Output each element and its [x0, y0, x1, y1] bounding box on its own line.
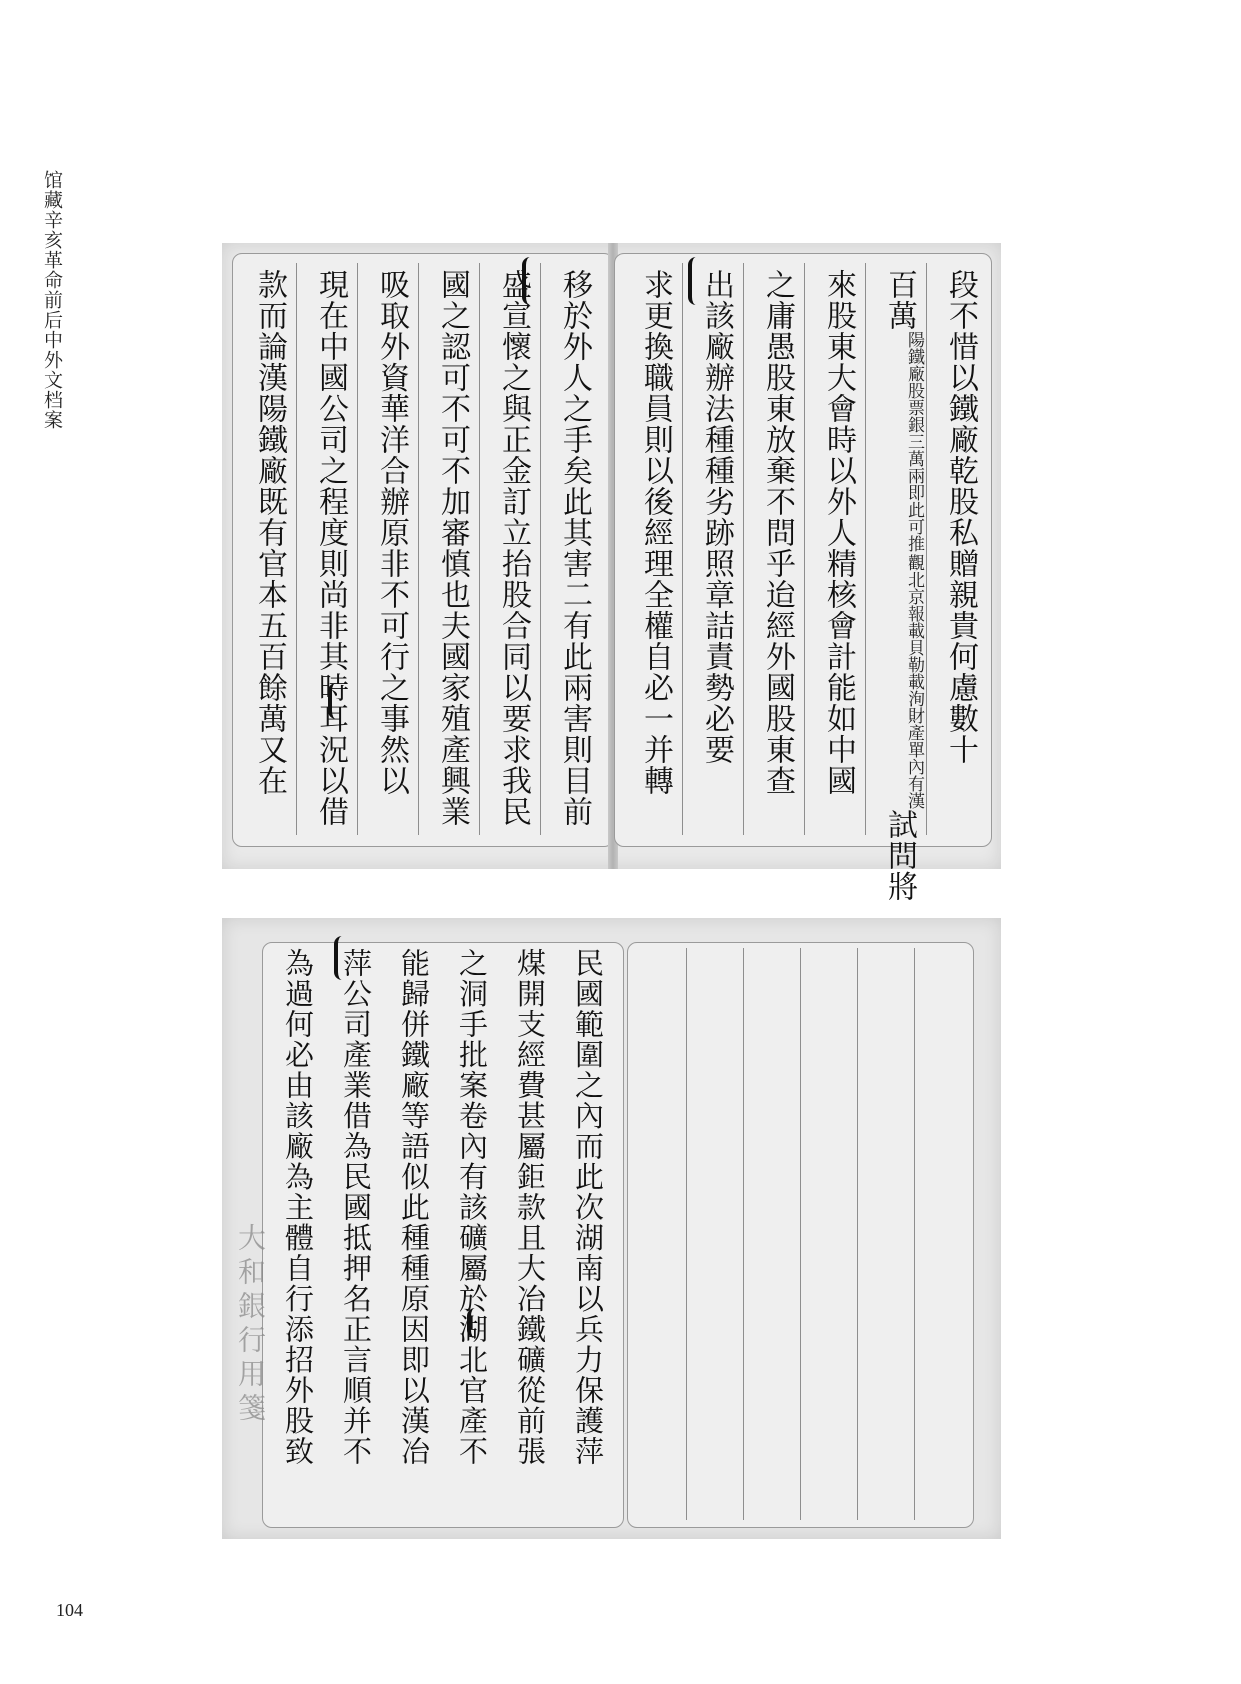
- ink-bracket-mark: [522, 257, 536, 305]
- text-column: 萍公司產業借為民國抵押名正言順并不: [339, 948, 373, 1467]
- text-column: 為過何必由該廠為主體自行添招外股致: [281, 948, 315, 1467]
- ink-bracket-mark: [688, 257, 702, 305]
- column-main-text: 百萬: [882, 269, 917, 331]
- column-rule: [865, 263, 866, 835]
- column-rule: [743, 263, 744, 835]
- column-main-text: 試問將: [882, 809, 917, 902]
- column-rule: [686, 948, 687, 1520]
- text-column: 能歸併鐵廠等語似此種種原因即以漢冶: [397, 948, 431, 1467]
- ink-bracket-mark: [467, 1308, 481, 1338]
- ink-bracket-mark: [328, 683, 342, 719]
- column-rule: [800, 948, 801, 1520]
- column-rule: [804, 263, 805, 835]
- text-column: 移於外人之手矣此其害二有此兩害則目前: [557, 269, 592, 827]
- text-column: 之庸愚股東放棄不問乎迨經外國股東查: [760, 269, 795, 796]
- column-rule: [296, 263, 297, 835]
- inline-annotation: [903, 331, 925, 809]
- text-column: 民國範圍之內而此次湖南以兵力保護萍: [571, 948, 605, 1467]
- text-column: 國之認可不可不加審慎也夫國家殖產興業: [435, 269, 470, 827]
- text-column: 煤開支經費甚屬鉅款且大冶鐵礦從前張: [513, 948, 547, 1467]
- annotation-line: 陽鐵廠股票銀三萬兩即此可推: [904, 331, 924, 552]
- column-rule: [926, 263, 927, 835]
- letterhead-stamp: 大和銀行用箋: [234, 1223, 267, 1427]
- page-number: 104: [56, 1600, 83, 1620]
- annotation-line: 觀北京報載貝勒載洵財產單內有漢: [904, 554, 924, 809]
- text-column: 來股東大會時以外人精核會計能如中國: [821, 269, 856, 796]
- text-column: 求更換職員則以後經理全權自必一并轉: [638, 269, 673, 796]
- column-rule: [418, 263, 419, 835]
- text-column: 款而論漢陽鐵廠既有官本五百餘萬又在: [252, 269, 287, 796]
- ink-bracket-mark: [334, 936, 348, 980]
- top-scan-image: [222, 243, 1001, 902]
- series-title: 馆藏辛亥革命前后中外文档案: [41, 170, 63, 430]
- column-rule: [540, 263, 541, 835]
- column-rule: [857, 948, 858, 1520]
- text-column: 段不惜以鐵廠乾股私贈親貴何慮數十: [943, 269, 978, 765]
- column-rule: [743, 948, 744, 1520]
- bottom-scan-image: [222, 918, 1001, 1539]
- text-column: 現在中國公司之程度則尚非其時耳況以借: [313, 269, 348, 827]
- text-column: 出該廠辦法種種劣跡照章詰責勢必要: [699, 269, 734, 765]
- column-rule: [357, 263, 358, 835]
- column-rule: [914, 948, 915, 1520]
- text-column: 盛宣懷之與正金訂立抬股合同以要求我民: [496, 269, 531, 827]
- text-column: 之洞手批案卷內有該礦屬於湖北官產不: [455, 948, 489, 1467]
- column-rule: [479, 263, 480, 835]
- column-rule: [682, 263, 683, 835]
- text-column-with-annotation: [873, 269, 925, 902]
- text-column: 吸取外資華洋合辦原非不可行之事然以: [374, 269, 409, 796]
